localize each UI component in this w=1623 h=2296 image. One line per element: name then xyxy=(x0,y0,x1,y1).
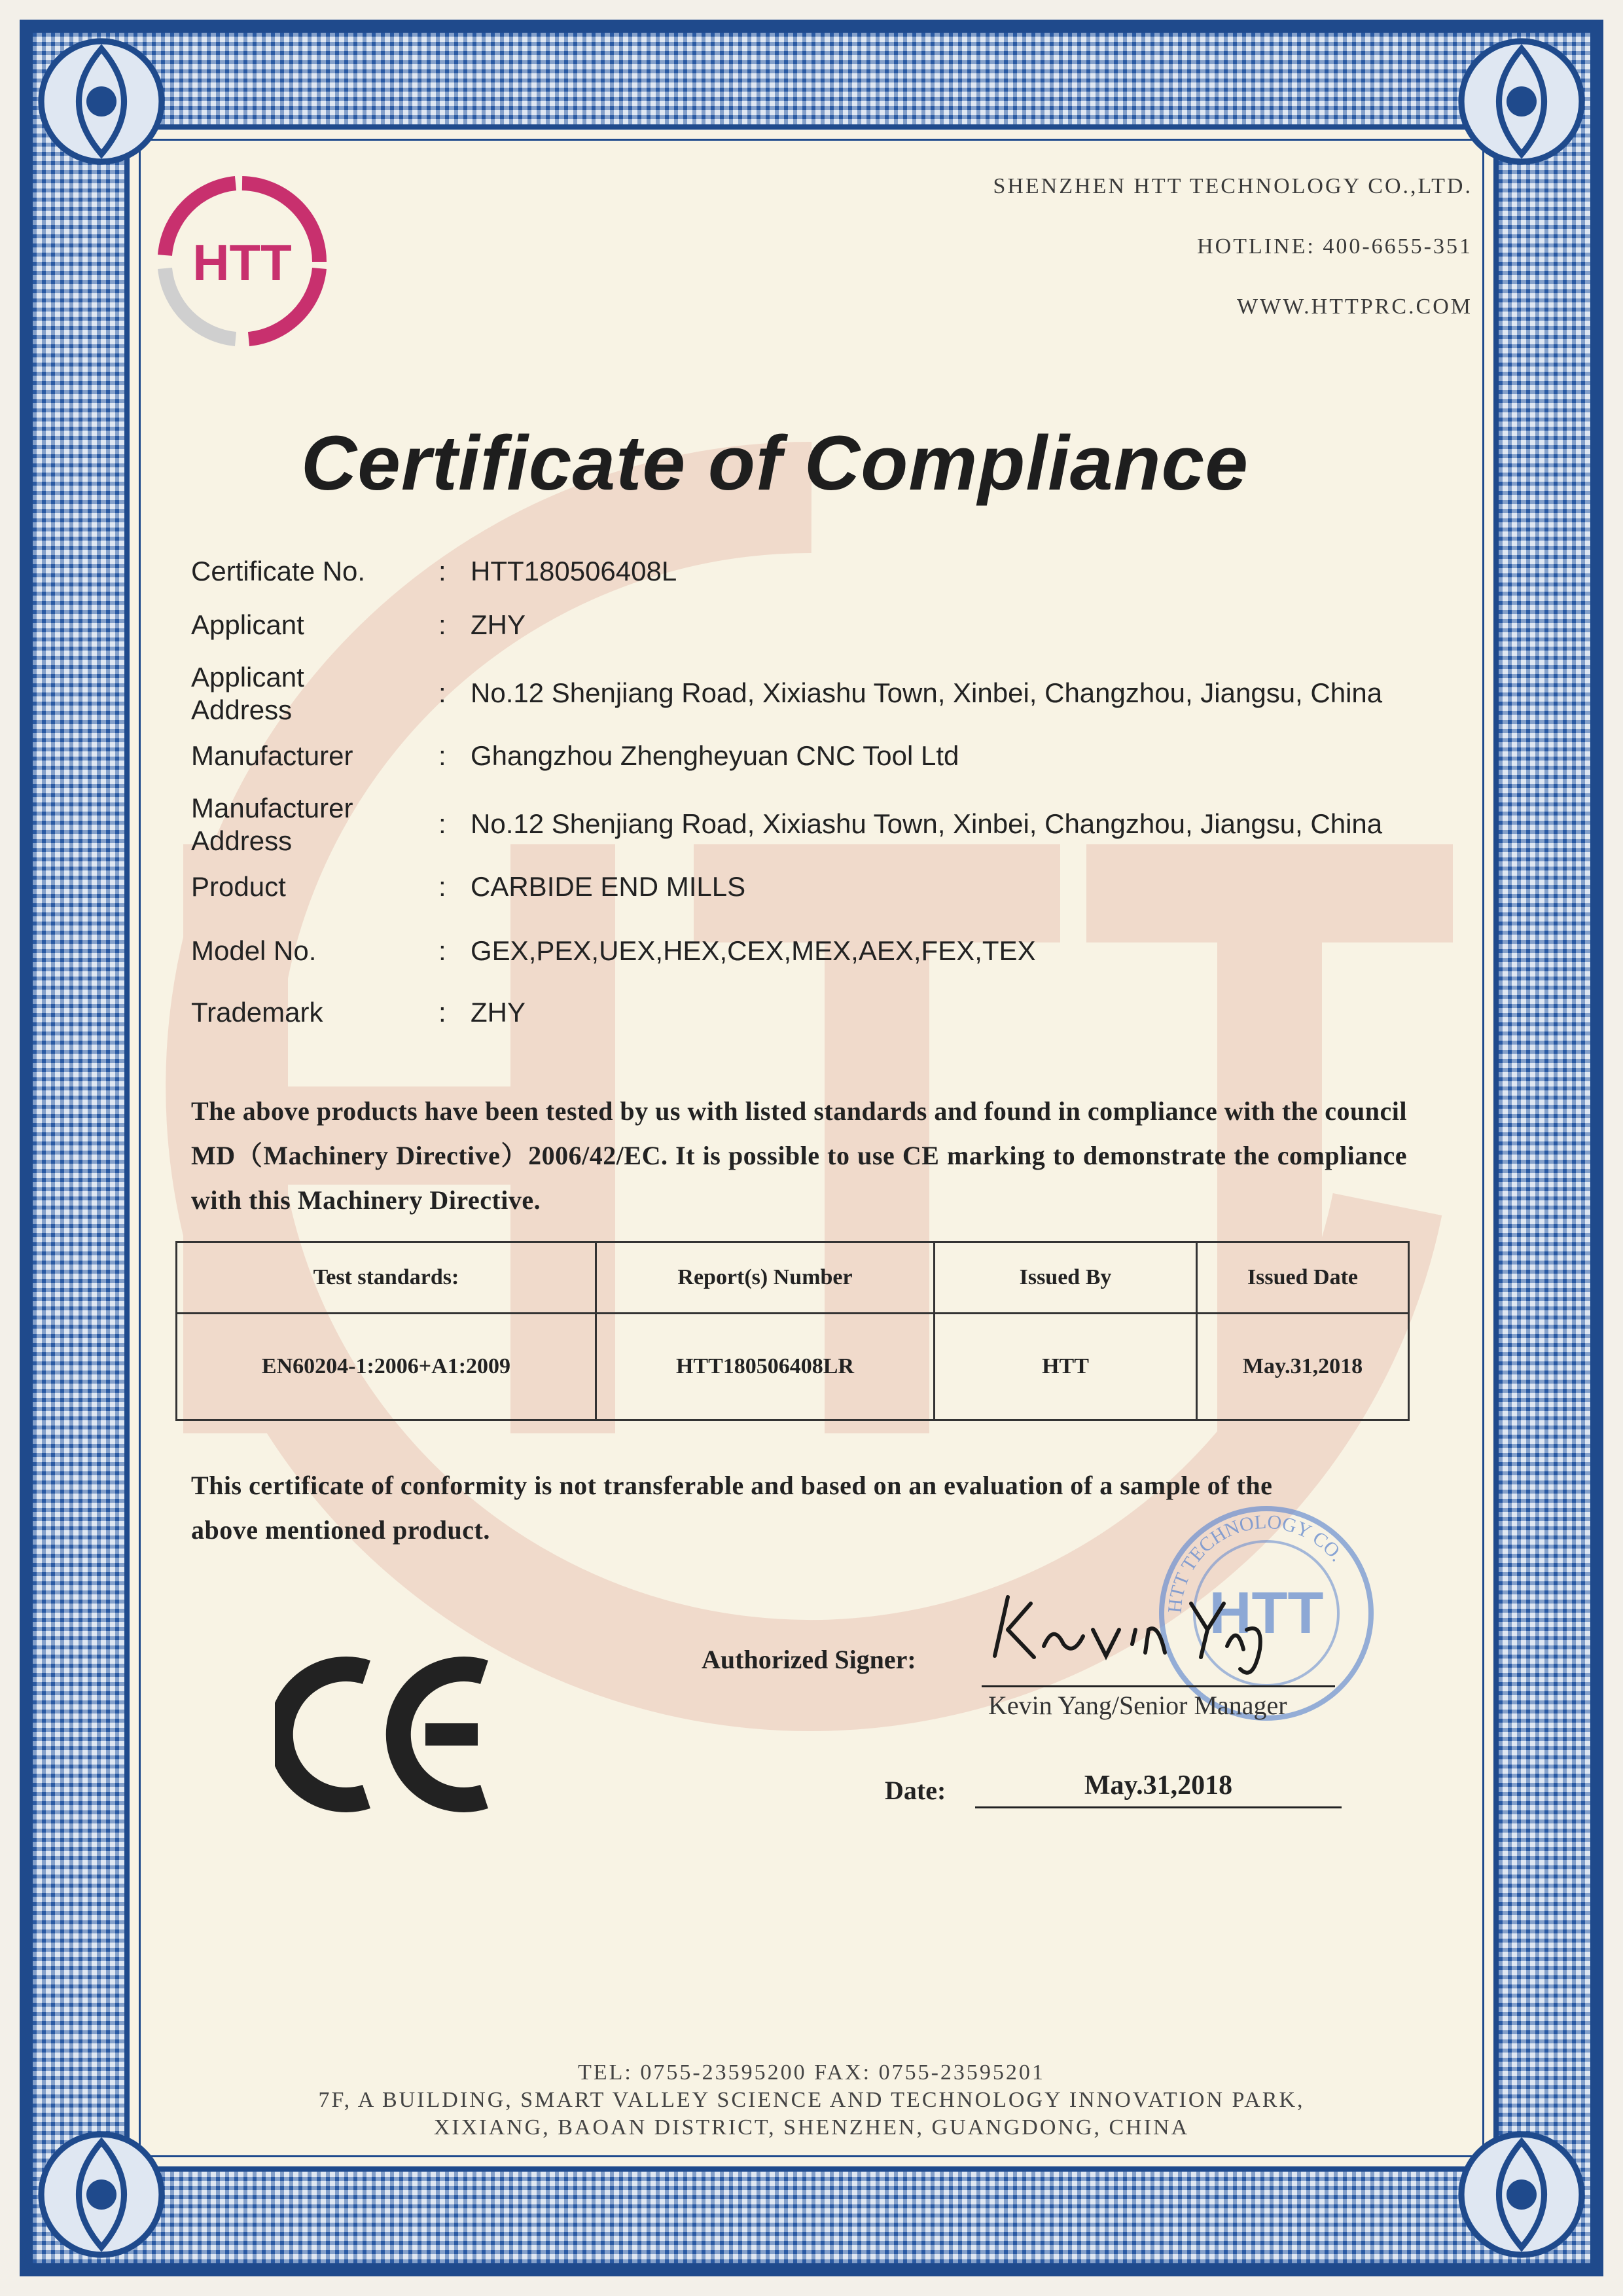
field-label: Model No. xyxy=(191,935,317,966)
htt-logo-icon xyxy=(151,170,334,353)
field-label: Trademark xyxy=(191,997,323,1028)
field-colon: : xyxy=(438,556,446,586)
field-value: CARBIDE END MILLS xyxy=(471,871,746,902)
field-colon: : xyxy=(438,808,446,839)
signer-label: Authorized Signer: xyxy=(702,1645,916,1674)
ce-mark-icon xyxy=(275,1656,497,1813)
compliance-statement: The above products have been tested by us with listed standards and found in compliance with the council MD（Machinery Directive）2006/42/EC. It is possible to use CE marking to demonstrate the compliance with this Machinery Directive. xyxy=(191,1096,1407,1215)
hotline: HOTLINE: 400-6655-351 xyxy=(1197,234,1472,259)
field-value: ZHY xyxy=(471,609,526,640)
table-header: Report(s) Number xyxy=(596,1242,935,1314)
stamp-center-text: HTT xyxy=(1209,1581,1324,1646)
corner-ornament-icon xyxy=(26,2119,177,2270)
signature-icon xyxy=(982,1584,1270,1689)
table-cell: May.31,2018 xyxy=(1197,1314,1409,1420)
stamp-ring-text: HTT TECHNOLOGY CO. xyxy=(1164,1511,1348,1614)
company-name: SHENZHEN HTT TECHNOLOGY CO.,LTD. xyxy=(993,174,1472,198)
field-label: Certificate No. xyxy=(191,556,366,586)
table-cell: HTT xyxy=(935,1314,1197,1420)
table-header: Issued Date xyxy=(1197,1242,1409,1314)
field-label: Applicant Address xyxy=(191,662,304,725)
field-colon: : xyxy=(438,935,446,966)
field-colon: : xyxy=(438,997,446,1028)
table-header: Test standards: xyxy=(177,1242,596,1314)
field-value: ZHY xyxy=(471,997,526,1028)
field-value: Ghangzhou Zhengheyuan CNC Tool Ltd xyxy=(471,740,959,771)
field-label: Applicant xyxy=(191,609,304,640)
field-value: GEX,PEX,UEX,HEX,CEX,MEX,AEX,FEX,TEX xyxy=(471,935,1036,966)
field-value: HTT180506408L xyxy=(471,556,677,586)
table-cell: HTT180506408LR xyxy=(596,1314,935,1420)
table-header: Issued By xyxy=(935,1242,1197,1314)
date-label: Date: xyxy=(885,1776,946,1805)
corner-ornament-icon xyxy=(26,26,177,177)
table-header-row xyxy=(177,1242,1409,1314)
signer-name-title: Kevin Yang/Senior Manager xyxy=(988,1691,1287,1720)
field-label: Manufacturer xyxy=(191,740,353,771)
table-row xyxy=(177,1314,1409,1420)
test-standards-table xyxy=(175,1241,1410,1421)
logo-text: HTT xyxy=(192,234,292,291)
corner-ornament-icon xyxy=(1446,26,1597,177)
field-value: No.12 Shenjiang Road, Xixiashu Town, Xinbei, Changzhou, Jiangsu, China xyxy=(471,677,1383,708)
footer-address-1: 7F, A BUILDING, SMART VALLEY SCIENCE AND TECHNOLOGY INNOVATION PARK, xyxy=(318,2088,1305,2112)
field-colon: : xyxy=(438,740,446,771)
table-cell: EN60204-1:2006+A1:2009 xyxy=(177,1314,596,1420)
disclaimer: This certificate of conformity is not transferable and based on an evaluation of a sample of the above mentioned product. xyxy=(191,1471,1273,1545)
field-colon: : xyxy=(438,609,446,640)
footer-phone: TEL: 0755-23595200 FAX: 0755-23595201 xyxy=(578,2060,1045,2085)
date-value: May.31,2018 xyxy=(975,1770,1342,1808)
certificate-title: Certificate of Compliance xyxy=(301,420,1249,507)
field-value: No.12 Shenjiang Road, Xixiashu Town, Xinbei, Changzhou, Jiangsu, China xyxy=(471,808,1383,839)
field-label: Product xyxy=(191,871,286,902)
field-colon: : xyxy=(438,871,446,902)
website: WWW.HTTPRC.COM xyxy=(1237,295,1472,319)
field-label: Manufacturer Address xyxy=(191,793,353,856)
corner-ornament-icon xyxy=(1446,2119,1597,2270)
signature-line xyxy=(982,1685,1335,1687)
footer-address-2: XIXIANG, BAOAN DISTRICT, SHENZHEN, GUANGDONG, CHINA xyxy=(433,2115,1190,2140)
field-colon: : xyxy=(438,677,446,708)
